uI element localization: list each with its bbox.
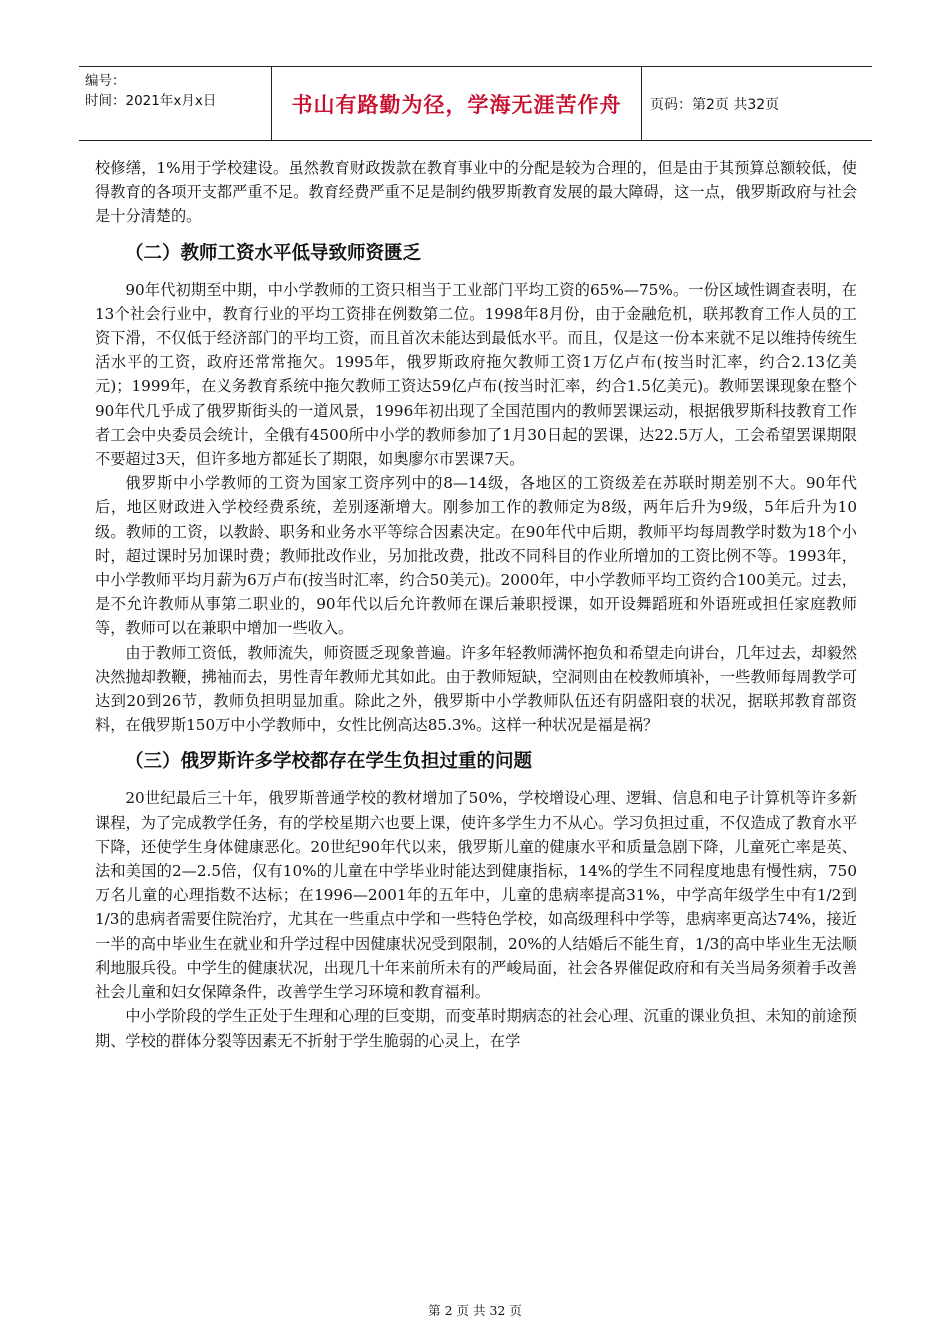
paragraph-continued: 校修缮，1%用于学校建设。虽然教育财政拨款在教育事业中的分配是较为合理的，但是由于其预算总额较低，使得教育的各项开支都严重不足。教育经费严重不足是制约俄罗斯教育发展的最大障碍，这一点，俄罗斯政府与社会是十分清楚的。 [95, 159, 857, 226]
paragraph: 20世纪最后三十年，俄罗斯普通学校的教材增加了50%，学校增设心理、逻辑、信息和电子计算机等许多新课程，为了完成教学任务，有的学校星期六也要上课，使许多学生力不从心。学习负担过重，不仅造成了教育水平下降，还使学生身体健康恶化。20世纪90年代以来，俄罗斯儿童的健康水平和质量急剧下降，儿童死亡率是英、法和美国的2—2.5倍，仅有10%的儿童在中学毕业时能达到健康指标，14%的学生不同程度地患有慢性病，750万名儿童的心理指数不达标；在1996—2001年的五年中，儿童的患病率提高31%，中学高年级学生中有1/2到1/3的患病者需要住院治疗，尤其在一些重点中学和一些特色学校，如高级理科中学等，患病率更高达74%，接近一半的高中毕业生在就业和升学过程中因健康状况受到限制，20%的人结婚后不能生育，1/3的高中毕业生无法顺利地服兵役。中学生的健康状况，出现几十年来前所未有的严峻局面，社会各界催促政府和有关当局务须着手改善社会儿童和妇女保障条件，改善学生学习环境和教育福利。 [95, 789, 857, 1002]
paragraph: 由于教师工资低，教师流失，师资匮乏现象普遍。许多年轻教师满怀抱负和希望走向讲台，几年过去，却毅然决然抛却教鞭，拂袖而去，男性青年教师尤其如此。由于教师短缺，空洞则由在校教师填补，一些教师每周教学可达到20到26节，教师负担明显加重。除此之外，俄罗斯中小学教师队伍还有阴盛阳衰的状况，据联邦教育部资料，在俄罗斯150万中小学教师中，女性比例高达85.3%。这样一种状况是福是祸？ [95, 643, 857, 735]
paragraph: 俄罗斯中小学教师的工资为国家工资序列中的8—14级，各地区的工资级差在苏联时期差别不大。90年代后，地区财政进入学校经费系统，差别逐渐增大。刚参加工作的教师定为8级，两年后升为9级，5年后升为10级。教师的工资，以教龄、职务和业务水平等综合因素决定。在90年代中后期，教师平均每周教学时数为18个小时，超过课时另加课时费；教师批改作业，另加批改费，批改不同科目的作业所增加的工资比例不等。1993年，中小学教师平均月薪为6万卢布(按当时汇率，约合50美元)。2000年，中小学教师平均工资约合100美元。过去，是不允许教师从事第二职业的，90年代以后允许教师在课后兼职授课，如开设舞蹈班和外语班或担任家庭教师等，教师可以在兼职中增加一些收入。 [95, 474, 857, 638]
header-meta [79, 67, 272, 140]
section-heading-2: （二）教师工资水平低导致师资匮乏 [125, 242, 422, 264]
page-header [79, 66, 872, 141]
section-heading-3: （三）俄罗斯许多学校都存在学生负担过重的问题 [125, 751, 533, 773]
document-number-label: 编号： [85, 73, 126, 89]
document-body [95, 156, 857, 1053]
document-time-label: 时间：2021年x月x日 [85, 93, 217, 109]
header-motto: 书山有路勤为径，学海无涯苦作舟 [272, 67, 642, 140]
paragraph: 90年代初期至中期，中小学教师的工资只相当于工业部门平均工资的65%—75%。一份区域性调查表明，在13个社会行业中，教育行业的平均工资排在例数第二位。1998年8月份，由于金融危机，联邦教育工作人员的工资下滑，不仅低于经济部门的平均工资，而且首次未能达到最低水平。而且，仅是这一份本来就不足以维持传统生活水平的工资，政府还常常拖欠。1995年，俄罗斯政府拖欠教师工资1万亿卢布(按当时汇率，约合2.13亿美元)；1999年，在义务教育系统中拖欠教师工资达59亿卢布(按当时汇率，约合1.5亿美元)。教师罢课现象在整个90年代几乎成了俄罗斯街头的一道风景，1996年初出现了全国范围内的教师罢课运动，根据俄罗斯科技教育工作者工会中央委员会统计，全俄有4500所中小学的教师参加了1月30日起的罢课，达22.5万人，工会希望罢课期限不要超过3天，但许多地方都延长了期限，如奥廖尔市罢课7天。 [95, 280, 857, 469]
page-footer: 第 2 页 共 32 页 [428, 1303, 522, 1318]
header-page-info: 页码：第2页 共32页 [650, 96, 780, 113]
paragraph: 中小学阶段的学生正处于生理和心理的巨变期，而变革时期病态的社会心理、沉重的课业负担、未知的前途预期、学校的群体分裂等因素无不折射于学生脆弱的心灵上，在学 [95, 1007, 857, 1050]
